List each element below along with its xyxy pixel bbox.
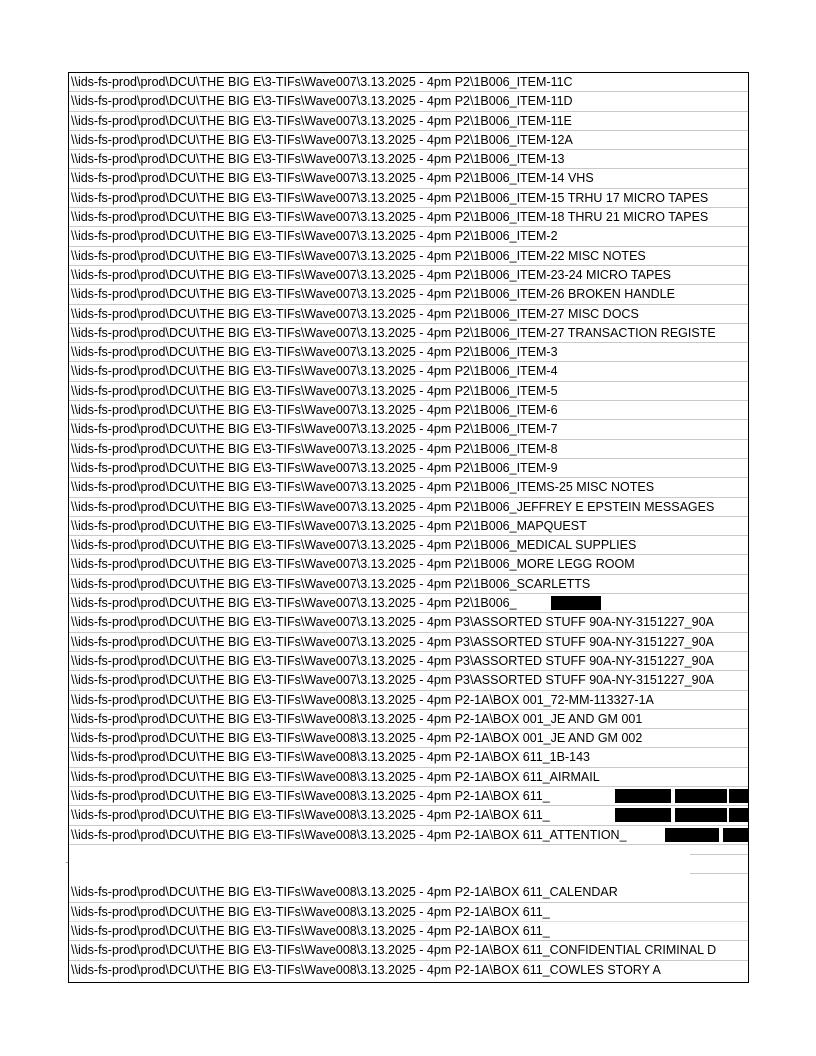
table-row [69,883,748,902]
table-row [69,555,748,574]
redaction-block [665,828,719,842]
path-cell: \\ids-fs-prod\prod\DCU\THE BIG E\3-TIFs\Wave008\3.13.2025 - 4pm P2-1A\BOX 611_1B-143 [71,750,590,765]
table-row [69,401,748,420]
table-row [69,150,748,169]
table-row [69,536,748,555]
table-row [69,343,748,362]
table-row [69,189,748,208]
table-row [69,961,748,980]
table-row [69,787,748,806]
table-row [69,613,748,632]
path-cell: \\ids-fs-prod\prod\DCU\THE BIG E\3-TIFs\Wave008\3.13.2025 - 4pm P2-1A\BOX 001_JE AND GM 001 [71,711,643,726]
path-cell: \\ids-fs-prod\prod\DCU\THE BIG E\3-TIFs\Wave007\3.13.2025 - 4pm P3\ASSORTED STUFF 90A-NY-3151227_90A [71,634,714,649]
path-cell: \\ids-fs-prod\prod\DCU\THE BIG E\3-TIFs\Wave007\3.13.2025 - 4pm P2\1B006_ITEM-11C [71,75,573,89]
table-row [69,131,748,150]
table-row [69,941,748,960]
gridline-fragment [690,854,748,855]
redaction-block [615,789,671,803]
path-cell: \\ids-fs-prod\prod\DCU\THE BIG E\3-TIFs\Wave007\3.13.2025 - 4pm P3\ASSORTED STUFF 90A-NY-3151227_90A [71,653,714,668]
table-row [69,478,748,497]
path-cell: \\ids-fs-prod\prod\DCU\THE BIG E\3-TIFs\Wave007\3.13.2025 - 4pm P2\1B006_ITEMS-25 MISC NOTES [71,480,655,495]
path-cell: \\ids-fs-prod\prod\DCU\THE BIG E\3-TIFs\Wave007\3.13.2025 - 4pm P2\1B006_ITEM-11E [71,113,572,128]
path-cell: \\ids-fs-prod\prod\DCU\THE BIG E\3-TIFs\Wave007\3.13.2025 - 4pm P2\1B006_ITEM-27 TRANSACTION REGISTE [71,325,716,340]
path-cell: \\ids-fs-prod\prod\DCU\THE BIG E\3-TIFs\Wave008\3.13.2025 - 4pm P2-1A\BOX 611_ATTENTION_ [71,827,627,842]
table-row [69,826,748,845]
table-row [69,247,748,266]
path-cell: \\ids-fs-prod\prod\DCU\THE BIG E\3-TIFs\Wave007\3.13.2025 - 4pm P2\1B006_ITEM-2 [71,229,558,244]
path-cell: \\ids-fs-prod\prod\DCU\THE BIG E\3-TIFs\Wave008\3.13.2025 - 4pm P2-1A\BOX 611_CALENDAR [71,885,618,900]
table-row [69,285,748,304]
table-row [69,324,748,343]
table-row [69,92,748,111]
path-cell: \\ids-fs-prod\prod\DCU\THE BIG E\3-TIFs\Wave007\3.13.2025 - 4pm P2\1B006_ITEM-13 [71,152,565,167]
table-row-blank [69,845,748,864]
path-cell: \\ids-fs-prod\prod\DCU\THE BIG E\3-TIFs\Wave007\3.13.2025 - 4pm P2\1B006_MEDICAL SUPPLIES [71,538,637,553]
path-cell: \\ids-fs-prod\prod\DCU\THE BIG E\3-TIFs\Wave007\3.13.2025 - 4pm P2\1B006_ITEM-3 [71,345,558,360]
table-row [69,768,748,787]
table-row [69,517,748,536]
table-row [69,362,748,381]
path-cell: \\ids-fs-prod\prod\DCU\THE BIG E\3-TIFs\Wave008\3.13.2025 - 4pm P2-1A\BOX 611_AIRMAIL [71,769,600,784]
redaction-block [615,808,671,822]
table-row [69,305,748,324]
table-row [69,208,748,227]
table-row [69,440,748,459]
table-row [69,420,748,439]
path-cell: \\ids-fs-prod\prod\DCU\THE BIG E\3-TIFs\Wave007\3.13.2025 - 4pm P2\1B006_ITEM-12A [71,132,573,147]
path-cell: \\ids-fs-prod\prod\DCU\THE BIG E\3-TIFs\Wave007\3.13.2025 - 4pm P2\1B006_ [71,596,517,611]
path-cell: \\ids-fs-prod\prod\DCU\THE BIG E\3-TIFs\Wave007\3.13.2025 - 4pm P2\1B006_ITEM-18 THRU 21 MICRO TAPES [71,210,709,225]
path-cell: \\ids-fs-prod\prod\DCU\THE BIG E\3-TIFs\Wave007\3.13.2025 - 4pm P2\1B006_ITEM-7 [71,422,558,437]
path-cell: \\ids-fs-prod\prod\DCU\THE BIG E\3-TIFs\Wave007\3.13.2025 - 4pm P3\ASSORTED STUFF 90A-NY-3151227_90A [71,673,714,688]
path-cell: \\ids-fs-prod\prod\DCU\THE BIG E\3-TIFs\Wave007\3.13.2025 - 4pm P2\1B006_ITEM-27 MISC DOCS [71,306,639,321]
path-cell: \\ids-fs-prod\prod\DCU\THE BIG E\3-TIFs\Wave007\3.13.2025 - 4pm P2\1B006_ITEM-14 VHS [71,171,594,186]
path-cell: \\ids-fs-prod\prod\DCU\THE BIG E\3-TIFs\Wave007\3.13.2025 - 4pm P2\1B006_MORE LEGG ROOM [71,557,635,572]
path-cell: \\ids-fs-prod\prod\DCU\THE BIG E\3-TIFs\Wave008\3.13.2025 - 4pm P2-1A\BOX 611_ [71,924,550,939]
table-row [69,903,748,922]
table-row [69,806,748,825]
path-cell: \\ids-fs-prod\prod\DCU\THE BIG E\3-TIFs\Wave008\3.13.2025 - 4pm P2-1A\BOX 611_CONFIDENTIAL CRIMINAL D [71,943,717,958]
path-cell: \\ids-fs-prod\prod\DCU\THE BIG E\3-TIFs\Wave007\3.13.2025 - 4pm P2\1B006_ITEM-26 BROKEN HANDLE [71,287,675,302]
path-cell: \\ids-fs-prod\prod\DCU\THE BIG E\3-TIFs\Wave007\3.13.2025 - 4pm P2\1B006_ITEM-11D [71,94,573,109]
table-row [69,382,748,401]
table-row [69,748,748,767]
gridline-fragment [690,873,748,874]
table-row [69,691,748,710]
table-row [69,710,748,729]
table-row [69,227,748,246]
table-row [69,73,748,92]
table-row [69,633,748,652]
path-cell: \\ids-fs-prod\prod\DCU\THE BIG E\3-TIFs\Wave007\3.13.2025 - 4pm P2\1B006_ITEM-15 TRHU 17 MICRO TAPES [71,190,709,205]
table-row [69,498,748,517]
path-cell: \\ids-fs-prod\prod\DCU\THE BIG E\3-TIFs\Wave008\3.13.2025 - 4pm P2-1A\BOX 611_COWLES STORY A [71,962,661,977]
path-cell: \\ids-fs-prod\prod\DCU\THE BIG E\3-TIFs\Wave007\3.13.2025 - 4pm P2\1B006_ITEM-5 [71,383,558,398]
redaction-block [551,596,601,610]
redaction-block [723,828,748,842]
path-cell: \\ids-fs-prod\prod\DCU\THE BIG E\3-TIFs\Wave007\3.13.2025 - 4pm P2\1B006_JEFFREY E EPSTEIN MESSAGES [71,499,715,514]
table-row [69,266,748,285]
redaction-block [675,808,727,822]
path-cell: \\ids-fs-prod\prod\DCU\THE BIG E\3-TIFs\Wave008\3.13.2025 - 4pm P2-1A\BOX 611_ [71,788,550,803]
table-row [69,594,748,613]
path-cell: \\ids-fs-prod\prod\DCU\THE BIG E\3-TIFs\Wave007\3.13.2025 - 4pm P3\ASSORTED STUFF 90A-NY-3151227_90A [71,615,714,630]
table-row [69,729,748,748]
table-row [69,169,748,188]
path-cell: \\ids-fs-prod\prod\DCU\THE BIG E\3-TIFs\Wave007\3.13.2025 - 4pm P2\1B006_MAPQUEST [71,518,587,533]
path-cell: \\ids-fs-prod\prod\DCU\THE BIG E\3-TIFs\Wave007\3.13.2025 - 4pm P2\1B006_ITEM-23-24 MICRO TAPES [71,267,671,282]
table-row [69,459,748,478]
path-cell: \\ids-fs-prod\prod\DCU\THE BIG E\3-TIFs\Wave007\3.13.2025 - 4pm P2\1B006_ITEM-8 [71,441,558,456]
table-row [69,652,748,671]
path-cell: \\ids-fs-prod\prod\DCU\THE BIG E\3-TIFs\Wave008\3.13.2025 - 4pm P2-1A\BOX 611_ [71,808,550,823]
redaction-block [675,789,727,803]
file-path-table [68,72,749,983]
path-cell: \\ids-fs-prod\prod\DCU\THE BIG E\3-TIFs\Wave007\3.13.2025 - 4pm P2\1B006_ITEM-9 [71,460,558,475]
margin-tick [66,862,68,863]
path-cell: \\ids-fs-prod\prod\DCU\THE BIG E\3-TIFs\Wave007\3.13.2025 - 4pm P2\1B006_ITEM-4 [71,364,558,379]
path-cell: \\ids-fs-prod\prod\DCU\THE BIG E\3-TIFs\Wave007\3.13.2025 - 4pm P2\1B006_SCARLETTS [71,576,591,591]
table-row-blank [69,864,748,883]
redaction-block [729,808,749,822]
table-row [69,922,748,941]
table-row [69,112,748,131]
path-cell: \\ids-fs-prod\prod\DCU\THE BIG E\3-TIFs\Wave008\3.13.2025 - 4pm P2-1A\BOX 001_JE AND GM 002 [71,731,643,746]
path-cell: \\ids-fs-prod\prod\DCU\THE BIG E\3-TIFs\Wave008\3.13.2025 - 4pm P2-1A\BOX 001_72-MM-113327-1A [71,692,654,707]
table-row [69,671,748,690]
path-cell: \\ids-fs-prod\prod\DCU\THE BIG E\3-TIFs\Wave008\3.13.2025 - 4pm P2-1A\BOX 611_ [71,904,550,919]
path-cell: \\ids-fs-prod\prod\DCU\THE BIG E\3-TIFs\Wave007\3.13.2025 - 4pm P2\1B006_ITEM-22 MISC NOTES [71,248,646,263]
path-cell: \\ids-fs-prod\prod\DCU\THE BIG E\3-TIFs\Wave007\3.13.2025 - 4pm P2\1B006_ITEM-6 [71,403,558,418]
redaction-block [729,789,749,803]
table-row [69,575,748,594]
